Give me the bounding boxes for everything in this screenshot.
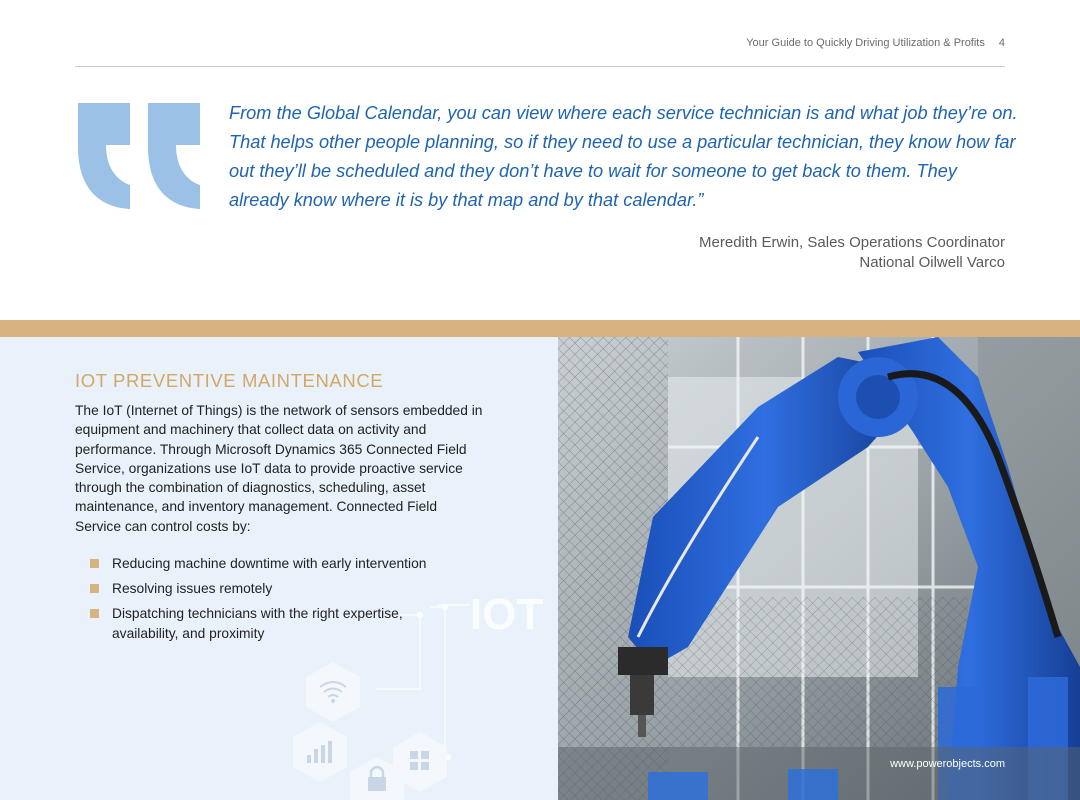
- quote-attribution: [699, 233, 1005, 273]
- testimonial-quote: From the Global Calendar, you can view where each service technician is and what job they’re on. That helps other people planning, so if they need to use a particular technician, they know how far out they’ll be scheduled and they don’t have to wait for someone to get back to them. They already know where it is by that map and by that calendar.”: [229, 103, 1018, 210]
- section-title: IOT PREVENTIVE MAINTENANCE: [75, 370, 384, 391]
- page-number: 4: [998, 37, 1005, 49]
- quote-author: Meredith Erwin, Sales Operations Coordinator: [699, 234, 1005, 251]
- list-item: Resolving issues remotely: [90, 579, 470, 599]
- list-item: Dispatching technicians with the right expertise, availability, and proximity: [90, 604, 470, 643]
- bullet-square-icon: [90, 584, 99, 593]
- chart-icon: [293, 722, 347, 782]
- wifi-icon: [306, 662, 360, 722]
- quote-company: National Oilwell Varco: [859, 254, 1005, 271]
- quotation-mark-icon: [78, 103, 200, 209]
- section-body: The IoT (Internet of Things) is the network of sensors embedded in equipment and machinery that collect data on activity and performance. Through Microsoft Dynamics 365 Connected Field Service, organizations use IoT data to provide proactive service through the combination of diagnostics, scheduling, asset maintenance, and inventory management. Connected Field Service can control costs by:: [75, 403, 483, 534]
- robotic-arm-photo: [558, 337, 1080, 800]
- header-divider: [75, 66, 1005, 67]
- bullet-square-icon: [90, 559, 99, 568]
- guide-title: Your Guide to Quickly Driving Utilization & Profits: [746, 37, 985, 49]
- accent-band: [0, 320, 1080, 337]
- benefit-list: [90, 554, 470, 649]
- iot-watermark: IOT: [470, 590, 544, 639]
- running-header: [746, 37, 1005, 49]
- bullet-square-icon: [90, 609, 99, 618]
- list-item: Reducing machine downtime with early intervention: [90, 554, 470, 574]
- footer-url: www.powerobjects.com: [890, 758, 1005, 770]
